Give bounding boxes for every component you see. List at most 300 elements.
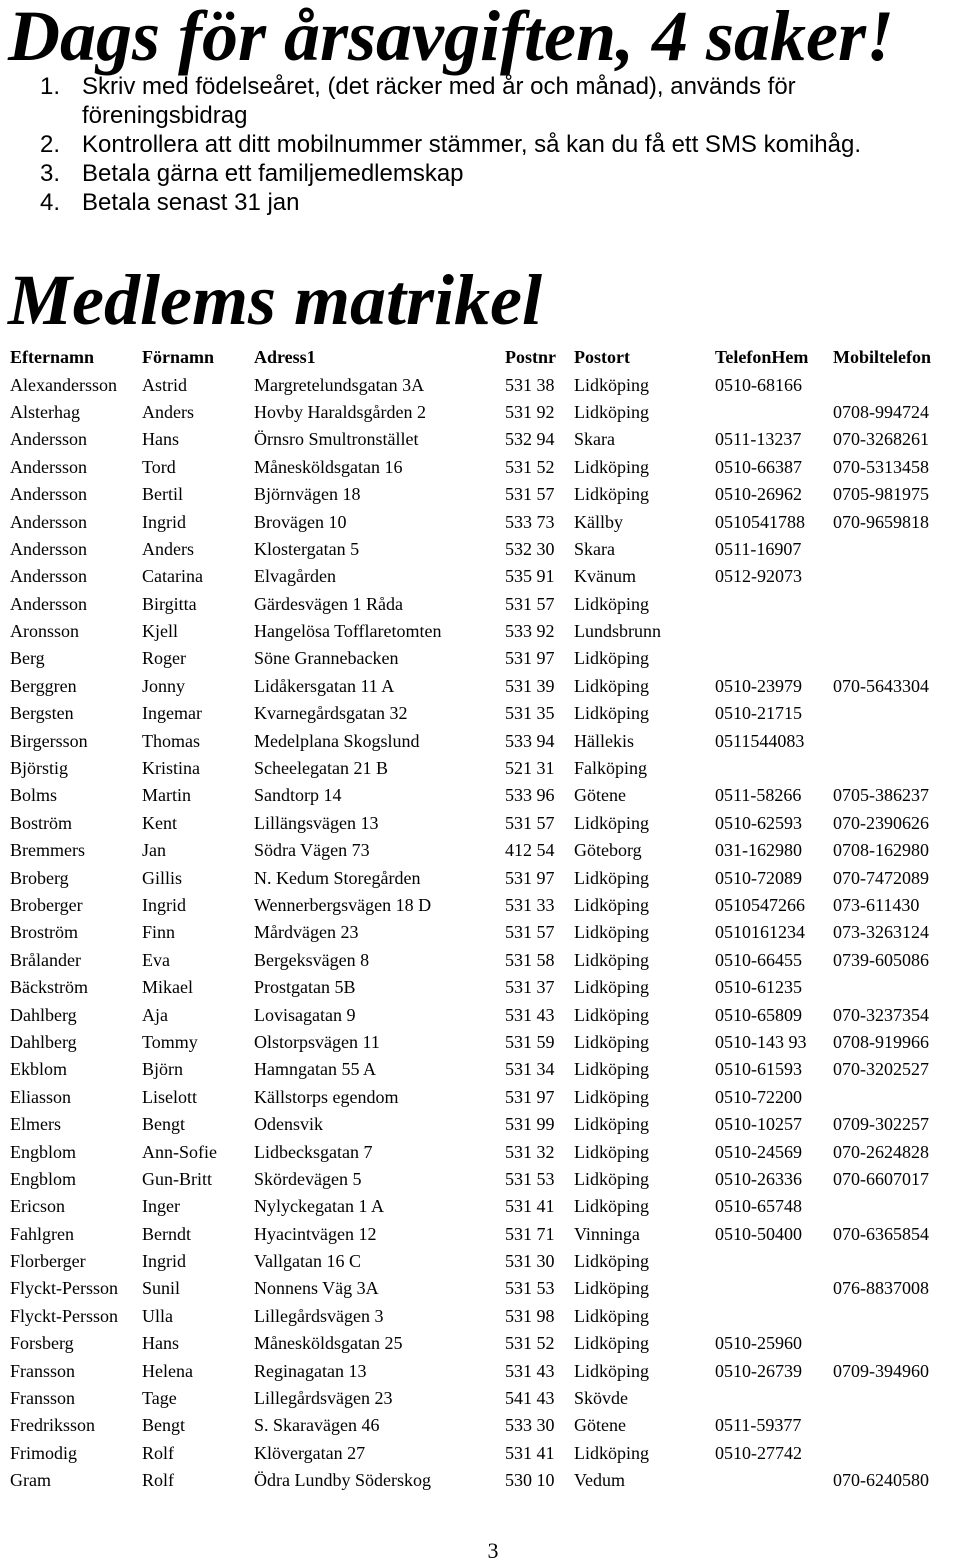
table-header-row — [10, 344, 950, 371]
table-cell: 531 38 — [505, 374, 555, 395]
table-cell: 0510-62593 — [715, 812, 802, 833]
table-cell: Tage — [142, 1388, 177, 1409]
table-cell: Broström — [10, 922, 79, 943]
table-cell — [833, 1330, 950, 1357]
table-cell: Nonnens Väg 3A — [254, 1278, 379, 1299]
table-cell: Berndt — [142, 1223, 191, 1244]
list-item-text: Betala gärna ett familjemedlemskap — [82, 160, 464, 187]
table-cell: Bertil — [142, 484, 183, 505]
table-row — [10, 673, 950, 700]
table-cell: Lidåkersgatan 11 A — [254, 675, 395, 696]
list-item-text: Betala senast 31 jan — [82, 189, 300, 216]
table-cell: Gram — [10, 1470, 51, 1491]
table-cell — [715, 399, 833, 426]
table-cell — [833, 1303, 950, 1330]
table-cell: 0510-65748 — [715, 1196, 802, 1217]
table-cell: Tommy — [142, 1031, 198, 1052]
table-cell — [715, 645, 833, 672]
table-row — [10, 1084, 950, 1111]
table-cell: Björstig — [10, 758, 69, 779]
table-cell: 0510-50400 — [715, 1223, 802, 1244]
table-row — [10, 1111, 950, 1138]
table-cell: Odensvik — [254, 1114, 323, 1135]
table-cell: Andersson — [10, 429, 87, 450]
table-row — [10, 536, 950, 563]
table-cell: Hamngatan 55 A — [254, 1059, 376, 1080]
list-item-number: 2. — [40, 131, 61, 158]
table-cell: Göteborg — [574, 840, 642, 861]
table-cell: Florberger — [10, 1251, 86, 1272]
table-cell — [833, 1248, 950, 1275]
table-cell: Ekblom — [10, 1059, 67, 1080]
table-cell: 531 57 — [505, 484, 555, 505]
table-cell: Boström — [10, 812, 73, 833]
table-cell: 0510-72089 — [715, 867, 802, 888]
table-cell: 070-2624828 — [833, 1141, 929, 1162]
table-cell: Inger — [142, 1196, 180, 1217]
table-cell: Reginagatan 13 — [254, 1360, 367, 1381]
table-cell: 533 73 — [505, 511, 555, 532]
table-cell: Hans — [142, 1333, 179, 1354]
table-cell: 0510-143 93 — [715, 1031, 807, 1052]
table-cell: Vedum — [574, 1470, 625, 1491]
table-cell: Sunil — [142, 1278, 181, 1299]
table-row — [10, 837, 950, 864]
table-cell: 076-8837008 — [833, 1278, 929, 1299]
table-cell: 0510-72200 — [715, 1086, 802, 1107]
table-cell: Scheelegatan 21 B — [254, 758, 388, 779]
table-cell: Thomas — [142, 730, 200, 751]
table-cell: Lidköping — [574, 1086, 649, 1107]
list-item-text: Skriv med födelseåret, (det räcker med år och månad), används för föreningsbidrag — [82, 73, 796, 129]
table-cell: Gun-Britt — [142, 1168, 212, 1189]
table-cell — [833, 536, 950, 563]
table-cell: Andersson — [10, 538, 87, 559]
table-cell: Källstorps egendom — [254, 1086, 399, 1107]
table-cell: Broberger — [10, 895, 83, 915]
table-cell: Lidköping — [574, 648, 649, 669]
table-cell: 535 91 — [505, 566, 555, 587]
table-cell — [833, 974, 950, 1001]
table-cell: Götene — [574, 1415, 626, 1436]
table-cell: Nylyckegatan 1 A — [254, 1196, 384, 1217]
table-cell: 531 98 — [505, 1305, 555, 1326]
table-cell: Lovisagatan 9 — [254, 1004, 356, 1025]
table-body — [10, 371, 950, 1494]
table-row — [10, 947, 950, 974]
table-cell: 531 99 — [505, 1114, 555, 1135]
table-cell: Lidköping — [574, 1333, 649, 1354]
table-cell: 0708-162980 — [833, 840, 929, 861]
table-cell: 531 35 — [505, 703, 555, 724]
table-cell: 531 58 — [505, 949, 555, 970]
table-cell — [833, 1385, 950, 1412]
list-item — [40, 130, 940, 159]
table-cell: 531 52 — [505, 456, 555, 477]
table-cell: Flyckt-Persson — [10, 1305, 118, 1326]
table-cell: 0510-27742 — [715, 1442, 802, 1463]
table-cell — [715, 1467, 833, 1494]
table-cell: Lidköping — [574, 1168, 649, 1189]
table-cell: Falköping — [574, 758, 648, 779]
table-cell: Lidköping — [574, 1360, 649, 1381]
table-cell: Gärdesvägen 1 Råda — [254, 593, 403, 614]
table-cell: 531 39 — [505, 675, 555, 696]
table-cell: Medelplana Skogslund — [254, 730, 420, 751]
page-number: 3 — [487, 1538, 499, 1563]
table-cell: Klostergatan 5 — [254, 538, 360, 559]
table-cell: Ann-Sofie — [142, 1141, 217, 1162]
table-cell: Skara — [574, 429, 615, 450]
table-cell: Vallgatan 16 C — [254, 1251, 361, 1272]
table-cell: 0709-394960 — [833, 1360, 929, 1381]
table-cell — [833, 618, 950, 645]
table-cell — [715, 755, 833, 782]
table-cell: Dahlberg — [10, 1031, 77, 1052]
table-cell: Lidköping — [574, 1004, 649, 1025]
table-cell: Margretelundsgatan 3A — [254, 374, 425, 395]
table-cell: Ödra Lundby Söderskog — [254, 1470, 431, 1491]
table-cell: 0510-66455 — [715, 949, 802, 970]
table-cell: Engblom — [10, 1168, 76, 1189]
table-cell: Olstorpsvägen 11 — [254, 1031, 380, 1052]
table-cell: Jonny — [142, 675, 186, 696]
table-cell: Anders — [142, 538, 194, 559]
column-header: Efternamn — [10, 347, 94, 368]
table-cell — [715, 1303, 833, 1330]
table-cell: Hällekis — [574, 730, 634, 751]
table-cell: Lidköping — [574, 1442, 649, 1463]
table-cell: Jan — [142, 840, 166, 861]
table-cell: Andersson — [10, 566, 87, 587]
column-header: Postort — [574, 347, 630, 368]
table-cell: Lidköping — [574, 1305, 649, 1326]
table-cell: Månesköldsgatan 16 — [254, 456, 403, 477]
table-cell: 0510-26962 — [715, 484, 802, 505]
table-cell — [833, 1193, 950, 1220]
table-cell: Liselott — [142, 1086, 197, 1107]
table-cell: Lidköping — [574, 895, 649, 915]
table-cell: Lidköping — [574, 1031, 649, 1052]
table-cell: 0511-59377 — [715, 1415, 802, 1436]
table-cell: Frimodig — [10, 1442, 78, 1463]
table-cell: Lillängsvägen 13 — [254, 812, 379, 833]
table-cell: Berggren — [10, 675, 77, 696]
table-cell — [833, 1440, 950, 1467]
table-cell: Elvagården — [254, 566, 336, 587]
table-cell: Lidköping — [574, 1196, 649, 1217]
table-cell: 070-6240580 — [833, 1470, 929, 1491]
list-item — [40, 188, 940, 217]
table-cell: Hovby Haraldsgården 2 — [254, 401, 426, 422]
column-header: Förnamn — [142, 347, 214, 368]
table-cell: 0510-66387 — [715, 456, 802, 477]
table-cell: 0510541788 — [715, 511, 805, 532]
table-cell: Rolf — [142, 1470, 175, 1491]
table-cell: 541 43 — [505, 1388, 555, 1409]
table-cell: Bergeksvägen 8 — [254, 949, 370, 970]
table-cell: 0511-16907 — [715, 538, 802, 559]
table-row — [10, 782, 950, 809]
table-cell: Hans — [142, 429, 179, 450]
page-heading: Dags för årsavgiften, 4 saker! — [8, 0, 895, 76]
table-cell: Brålander — [10, 949, 81, 970]
table-cell: 531 52 — [505, 1333, 555, 1354]
table-cell: 070-2390626 — [833, 812, 929, 833]
table-cell: 0511-58266 — [715, 785, 802, 806]
table-row — [10, 1166, 950, 1193]
table-cell: Finn — [142, 922, 176, 943]
table-cell: Birgitta — [142, 593, 197, 614]
table-row — [10, 645, 950, 672]
table-row — [10, 1221, 950, 1248]
table-cell: Söne Grannebacken — [254, 648, 399, 669]
table-cell: Berg — [10, 648, 45, 669]
list-item — [40, 72, 940, 130]
table-cell: Wennerbergsvägen 18 D — [254, 895, 432, 915]
table-cell: Bengt — [142, 1415, 185, 1436]
table-cell: Andersson — [10, 484, 87, 505]
table-row — [10, 1467, 950, 1494]
table-cell: 070-5643304 — [833, 675, 929, 696]
table-cell: 070-3237354 — [833, 1004, 929, 1025]
table-cell: 531 57 — [505, 593, 555, 614]
table-row — [10, 563, 950, 590]
table-cell — [715, 591, 833, 618]
table-cell: 531 92 — [505, 401, 555, 422]
table-cell: Catarina — [142, 566, 203, 587]
table-cell: Roger — [142, 648, 186, 669]
table-cell: 0510-61235 — [715, 977, 802, 998]
table-cell: Ericson — [10, 1196, 65, 1217]
table-cell: 412 54 — [505, 840, 555, 861]
table-cell: 0510-68166 — [715, 374, 802, 395]
table-cell: Andersson — [10, 593, 87, 614]
table-cell: Eva — [142, 949, 170, 970]
table-cell: Lidköping — [574, 812, 649, 833]
table-cell: Lidköping — [574, 484, 649, 505]
table-cell: Bremmers — [10, 840, 85, 861]
table-row — [10, 1385, 950, 1412]
table-cell: 0510161234 — [715, 922, 805, 943]
table-cell: Björn — [142, 1059, 184, 1080]
table-row — [10, 454, 950, 481]
table-row — [10, 1275, 950, 1302]
table-cell: Södra Vägen 73 — [254, 840, 370, 861]
table-cell: 0511-13237 — [715, 429, 802, 450]
table-cell: Hangelösa Tofflaretomten — [254, 621, 442, 642]
table-row — [10, 1248, 950, 1275]
table-row — [10, 919, 950, 946]
table-cell: Anders — [142, 401, 194, 422]
table-cell: 531 30 — [505, 1251, 555, 1272]
table-cell: 0705-386237 — [833, 785, 929, 806]
table-cell: 0510-24569 — [715, 1141, 802, 1162]
table-cell: 531 41 — [505, 1196, 555, 1217]
table-cell: 070-6365854 — [833, 1223, 929, 1244]
table-cell: Bergsten — [10, 703, 74, 724]
table-cell: Kent — [142, 812, 177, 833]
table-cell — [833, 727, 950, 754]
table-cell: Prostgatan 5B — [254, 977, 356, 998]
table-cell: Helena — [142, 1360, 193, 1381]
table-cell: 531 57 — [505, 922, 555, 943]
table-cell: 0511544083 — [715, 730, 805, 751]
table-row — [10, 727, 950, 754]
table-row — [10, 481, 950, 508]
table-cell: Månesköldsgatan 25 — [254, 1333, 403, 1354]
table-row — [10, 1330, 950, 1357]
table-cell: 531 71 — [505, 1223, 555, 1244]
table-cell: Alexandersson — [10, 374, 117, 395]
table-row — [10, 755, 950, 782]
table-row — [10, 618, 950, 645]
table-cell — [833, 700, 950, 727]
table-row — [10, 399, 950, 426]
table-cell: Eliasson — [10, 1086, 71, 1107]
table-cell: Lidköping — [574, 593, 649, 614]
table-cell: 0512-92073 — [715, 566, 802, 587]
table-cell: Fahlgren — [10, 1223, 74, 1244]
table-cell: 521 31 — [505, 758, 555, 779]
list-item-number: 1. — [40, 73, 61, 100]
table-row — [10, 892, 950, 919]
table-cell — [715, 1385, 833, 1412]
table-cell: 531 32 — [505, 1141, 555, 1162]
table-cell: 0510-61593 — [715, 1059, 802, 1080]
table-cell: Lillegårdsvägen 23 — [254, 1388, 393, 1409]
table-cell: Vinninga — [574, 1223, 640, 1244]
table-row — [10, 508, 950, 535]
list-item-text: Kontrollera att ditt mobilnummer stämmer, så kan du få ett SMS komihåg. — [82, 131, 861, 158]
table-cell: Lidköping — [574, 1141, 649, 1162]
table-row — [10, 974, 950, 1001]
table-cell: Kvänum — [574, 566, 636, 587]
table-cell: 530 10 — [505, 1470, 555, 1491]
table-cell: Fredriksson — [10, 1415, 95, 1436]
table-cell: 532 94 — [505, 429, 555, 450]
table-cell: 070-3268261 — [833, 429, 929, 450]
table-cell: Bolms — [10, 785, 58, 806]
table-cell: 070-5313458 — [833, 456, 929, 477]
table-cell: 0709-302257 — [833, 1114, 929, 1135]
table-cell: Lidköping — [574, 1251, 649, 1272]
column-header: Mobiltelefon — [833, 347, 931, 368]
table-cell: Andersson — [10, 511, 87, 532]
table-cell — [833, 1412, 950, 1439]
table-cell: 531 97 — [505, 867, 555, 888]
table-row — [10, 1193, 950, 1220]
table-cell: 031-162980 — [715, 840, 802, 861]
table-cell: Skördevägen 5 — [254, 1168, 362, 1189]
table-row — [10, 810, 950, 837]
table-cell: Lidköping — [574, 1114, 649, 1135]
matrikel-title: Medlems matrikel — [8, 260, 542, 340]
table-cell: Ulla — [142, 1305, 173, 1326]
table-cell: Lidköping — [574, 1278, 649, 1299]
table-cell: Alsterhag — [10, 401, 80, 422]
table-cell: Källby — [574, 511, 623, 532]
table-cell: Hyacintvägen 12 — [254, 1223, 377, 1244]
table-cell: Bäckström — [10, 977, 88, 998]
table-cell — [715, 1248, 833, 1275]
table-row — [10, 426, 950, 453]
table-cell: 0510-23979 — [715, 675, 802, 696]
table-cell: Lidbecksgatan 7 — [254, 1141, 373, 1162]
table-row — [10, 1357, 950, 1384]
table-cell: Ingrid — [142, 511, 186, 532]
table-cell: Fransson — [10, 1388, 76, 1409]
table-cell — [833, 371, 950, 398]
table-cell: 073-611430 — [833, 895, 920, 915]
table-cell: 531 43 — [505, 1360, 555, 1381]
table-cell: 0510-25960 — [715, 1333, 802, 1354]
table-cell: 531 33 — [505, 895, 555, 915]
table-cell: 0708-919966 — [833, 1031, 929, 1052]
table-cell: Birgersson — [10, 730, 88, 751]
table-cell: Lidköping — [574, 401, 649, 422]
table-cell: 531 34 — [505, 1059, 555, 1080]
table-cell: Götene — [574, 785, 626, 806]
column-header: TelefonHem — [715, 347, 809, 368]
table-row — [10, 1138, 950, 1165]
table-cell: Tord — [142, 456, 176, 477]
table-cell: Lidköping — [574, 456, 649, 477]
table-cell: Ingemar — [142, 703, 202, 724]
table-row — [10, 1001, 950, 1028]
table-row — [10, 1303, 950, 1330]
table-cell: 532 30 — [505, 538, 555, 559]
table-cell: Martin — [142, 785, 191, 806]
table-cell: Skara — [574, 538, 615, 559]
table-cell: 531 53 — [505, 1278, 555, 1299]
table-cell: Sandtorp 14 — [254, 785, 342, 806]
table-cell: Gillis — [142, 867, 183, 888]
table-cell: 533 92 — [505, 621, 555, 642]
table-cell — [715, 1275, 833, 1302]
table-cell: Rolf — [142, 1442, 175, 1463]
table-cell: 070-7472089 — [833, 867, 929, 888]
table-cell: 0510-10257 — [715, 1114, 802, 1135]
list-item-number: 4. — [40, 189, 61, 216]
table-cell: Skövde — [574, 1388, 628, 1409]
table-cell: 533 30 — [505, 1415, 555, 1436]
table-cell: 073-3263124 — [833, 922, 929, 943]
table-cell: Ingrid — [142, 895, 186, 915]
table-cell: Ingrid — [142, 1251, 186, 1272]
column-header: Postnr — [505, 347, 556, 368]
table-cell: Bengt — [142, 1114, 185, 1135]
table-cell: Mårdvägen 23 — [254, 922, 359, 943]
table-cell: 533 96 — [505, 785, 555, 806]
table-cell: 0510-26336 — [715, 1168, 802, 1189]
table-cell: Flyckt-Persson — [10, 1278, 118, 1299]
table-cell: N. Kedum Storegården — [254, 867, 421, 888]
table-cell: 531 57 — [505, 812, 555, 833]
table-cell: Aronsson — [10, 621, 80, 642]
table-cell — [833, 755, 950, 782]
table-cell: 531 53 — [505, 1168, 555, 1189]
table-cell: Örnsro Smultronstället — [254, 429, 419, 450]
table-cell: 0510-21715 — [715, 703, 802, 724]
table-cell: Kristina — [142, 758, 200, 779]
table-cell: 070-9659818 — [833, 511, 929, 532]
table-cell: 531 41 — [505, 1442, 555, 1463]
table-cell: Klövergatan 27 — [254, 1442, 366, 1463]
table-row — [10, 371, 950, 398]
table-cell: Broberg — [10, 867, 69, 888]
table-cell: Forsberg — [10, 1333, 74, 1354]
